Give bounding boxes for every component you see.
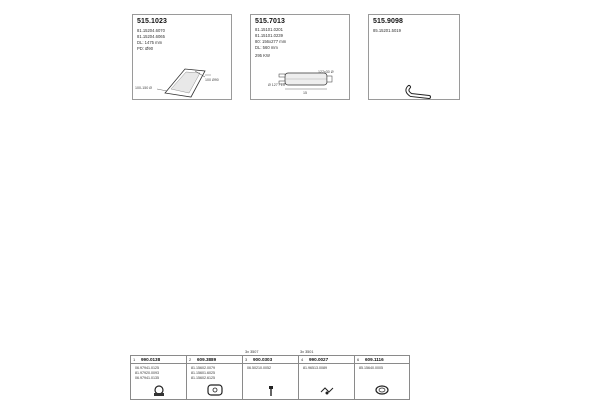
cell-index: 4 [301, 357, 304, 362]
cell-index: 6 [357, 357, 360, 362]
cell-line: 06.97941.0135 [135, 376, 159, 380]
strip-note: 3x 3507 [245, 350, 259, 354]
hanger-icon [299, 356, 355, 399]
cell-index: 1 [133, 357, 136, 362]
part-card-515-9098 [368, 14, 460, 100]
cell-code: 900.0303 [253, 356, 273, 362]
cell-code: 609.1116 [365, 356, 384, 362]
power-note: 295 KW [255, 53, 270, 58]
part-line: 81.15204.6065 [137, 34, 165, 39]
cell-line: 81.97920.0093 [135, 371, 159, 375]
cell-line: 81.96513.0089 [303, 366, 327, 370]
dimension-label: 127x30 Ø [318, 70, 334, 74]
cell-code: 990.0027 [309, 356, 329, 362]
cell-index: 3 [245, 357, 248, 362]
flange-icon [355, 356, 409, 399]
part-line: 80: 156x277 mm [255, 39, 287, 44]
accessory-cell [243, 356, 299, 399]
part-line: 81.15101.0239 [255, 33, 283, 38]
strip-note: 3x 3501 [300, 350, 314, 354]
part-code: 515.9098 [373, 18, 403, 25]
clamp-icon [131, 356, 187, 399]
cell-code: 609.3889 [197, 356, 217, 362]
cell-line: 06.50210.0052 [247, 366, 271, 370]
cell-line: 06.97941.0125 [135, 366, 159, 370]
part-line: 85.15201.5019 [373, 28, 401, 33]
part-card-515-7013 [250, 14, 350, 100]
dimension-label: 100-150 Ø [135, 86, 152, 90]
accessory-strip [130, 355, 410, 400]
part-code: 515.1023 [137, 18, 167, 25]
cell-code: 990.0138 [141, 356, 161, 362]
part-line: DL: 560 mm [255, 45, 278, 50]
accessory-cell [131, 356, 187, 399]
dimension-label: Ø 127 / 13 [268, 83, 285, 87]
bent-pipe-drawing [369, 15, 461, 101]
part-line: PD: Ø90 [137, 46, 154, 51]
part-line: 81.15101.0201 [255, 27, 283, 32]
part-line: DL: 1475 mm [137, 40, 163, 45]
dimension-label: 15 [303, 91, 307, 95]
cell-line: 81.15601.6025 [191, 371, 215, 375]
cell-line: 81.15602.6125 [191, 376, 215, 380]
part-card-515-1023 [132, 14, 232, 100]
accessory-cell [355, 356, 409, 399]
accessory-cell [299, 356, 355, 399]
cell-line: 81.15602.0079 [191, 366, 215, 370]
gasket-icon [187, 356, 243, 399]
accessory-cell [187, 356, 243, 399]
part-line: 81.15204.6070 [137, 28, 165, 33]
cell-index: 2 [189, 357, 192, 362]
dimension-label: 100 Ø90 [205, 78, 219, 82]
part-code: 515.7013 [255, 18, 285, 25]
cell-line: 85.15640.0005 [359, 366, 383, 370]
silencer-drawing [251, 15, 351, 101]
bolt-icon [243, 356, 299, 399]
